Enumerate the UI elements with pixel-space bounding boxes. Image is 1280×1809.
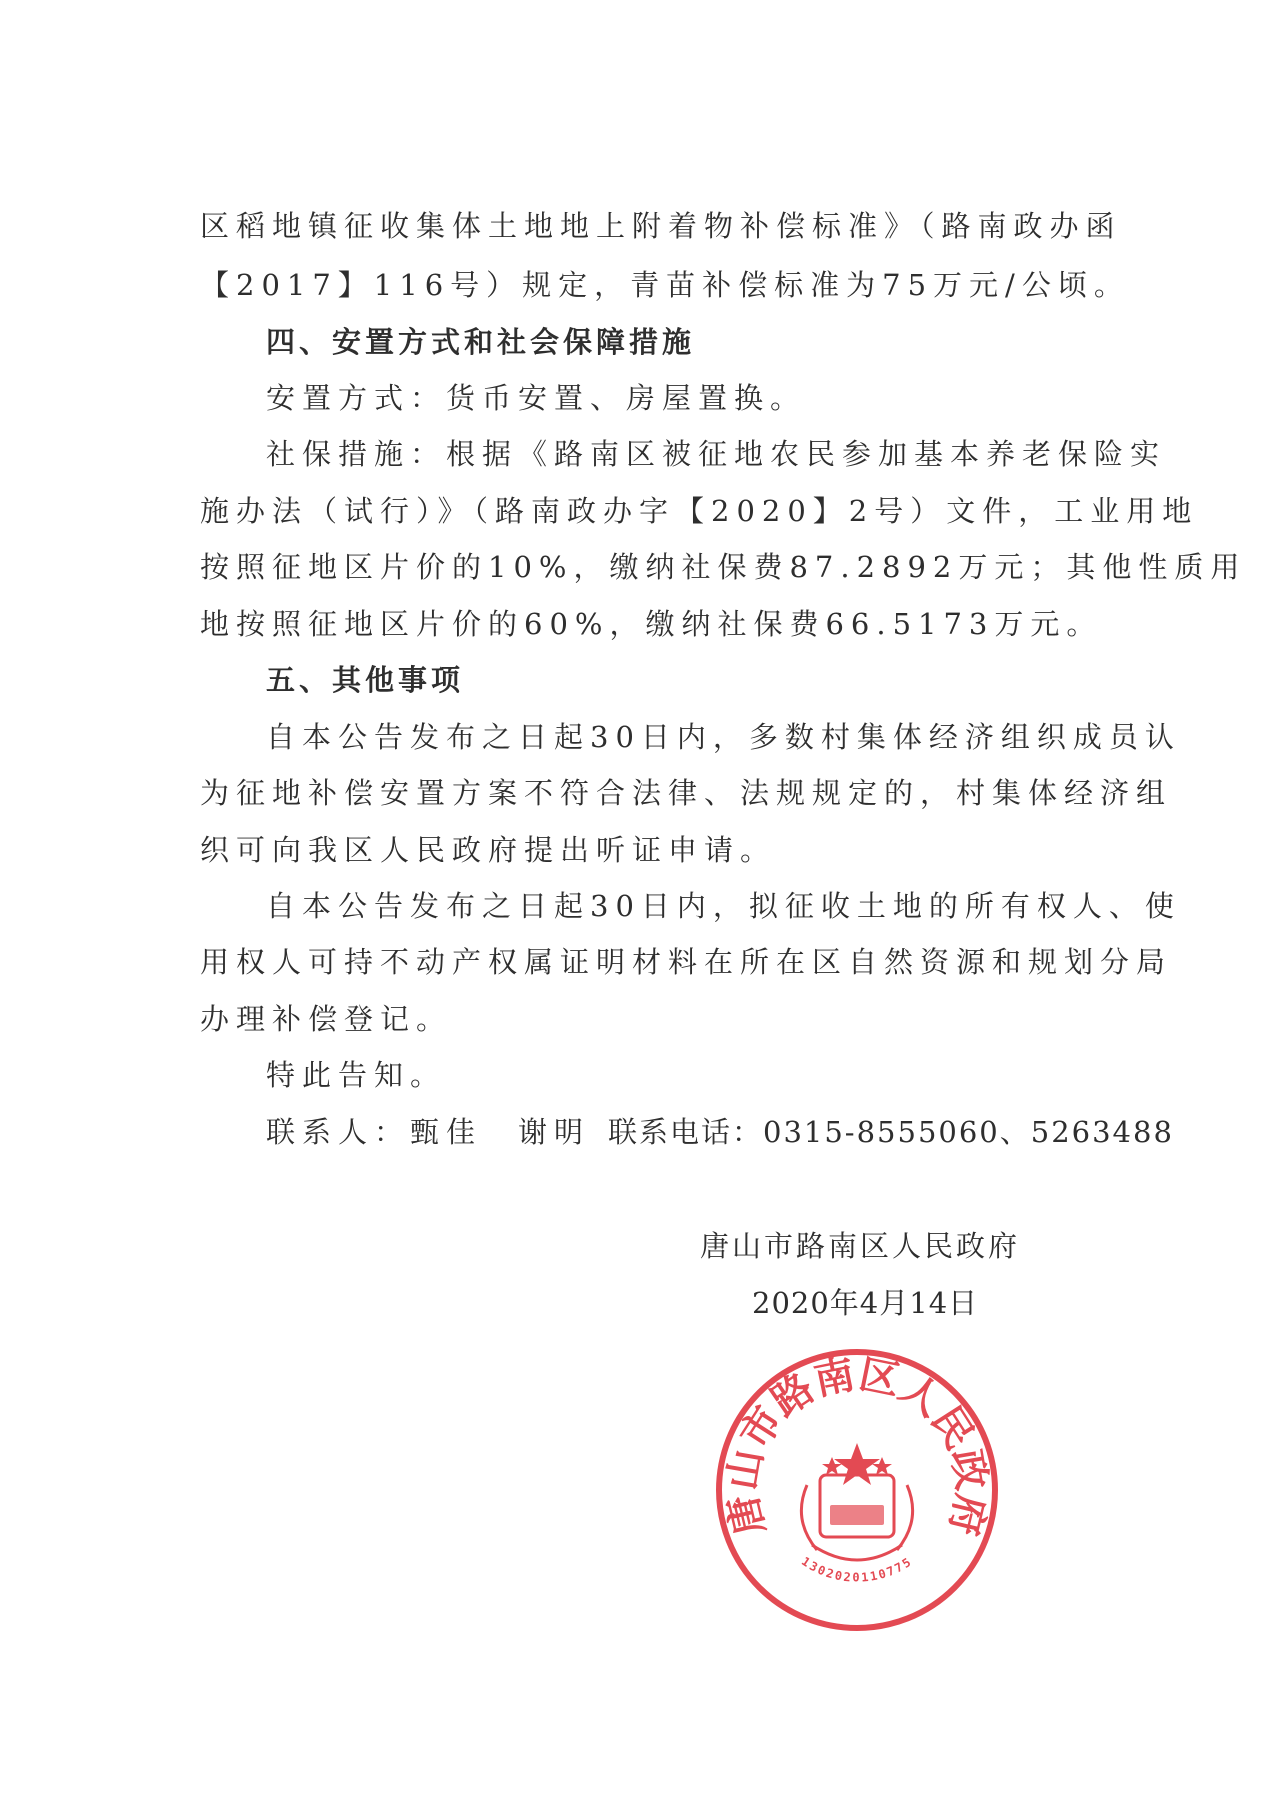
body-line-2: 【2017】116号）规定，青苗补偿标准为75万元/公顷。 — [200, 268, 1130, 302]
social-security-line-4: 地按照征地区片价的60%，缴纳社保费66.5173万元。 — [200, 607, 1103, 641]
issue-date: 2020年4月14日 — [752, 1286, 979, 1320]
closing-line: 特此告知。 — [266, 1058, 447, 1092]
registration-line-2: 用权人可持不动产权属证明材料在所在区自然资源和规划分局 — [200, 945, 1173, 979]
official-seal-icon — [712, 1345, 1002, 1635]
hearing-line-1: 自本公告发布之日起30日内，多数村集体经济组织成员认 — [266, 720, 1181, 754]
registration-line-3: 办理补偿登记。 — [200, 1002, 453, 1036]
hearing-line-2: 为征地补偿安置方案不符合法律、法规规定的，村集体经济组 — [200, 776, 1173, 810]
section4-heading: 四、安置方式和社会保障措施 — [266, 325, 696, 359]
hearing-line-3: 织可向我区人民政府提出听证申请。 — [200, 833, 777, 867]
section5-heading: 五、其他事项 — [266, 663, 465, 697]
registration-line-1: 自本公告发布之日起30日内，拟征收土地的所有权人、使 — [266, 889, 1181, 923]
social-security-line-1: 社保措施：根据《路南区被征地农民参加基本养老保险实 — [266, 437, 1167, 471]
svg-text:1302020110775: 1302020110775 — [798, 1554, 916, 1585]
contact-persons: 联系人：甄佳 谢明 — [266, 1115, 591, 1149]
social-security-line-3: 按照征地区片价的10%，缴纳社保费87.2892万元；其他性质用 — [200, 550, 1247, 584]
contact-phone: 联系电话：0315-8555060、5263488 — [608, 1115, 1174, 1149]
issuer-name: 唐山市路南区人民政府 — [700, 1229, 1021, 1263]
svg-text:唐山市路南区人民政府: 唐山市路南区人民政府 — [719, 1351, 995, 1540]
social-security-line-2: 施办法（试行）》（路南政办字【2020】2号）文件，工业用地 — [200, 494, 1199, 528]
body-line-1: 区稻地镇征收集体土地地上附着物补偿标准》（路南政办函 — [200, 209, 1122, 243]
resettlement-line: 安置方式：货币安置、房屋置换。 — [266, 381, 807, 415]
